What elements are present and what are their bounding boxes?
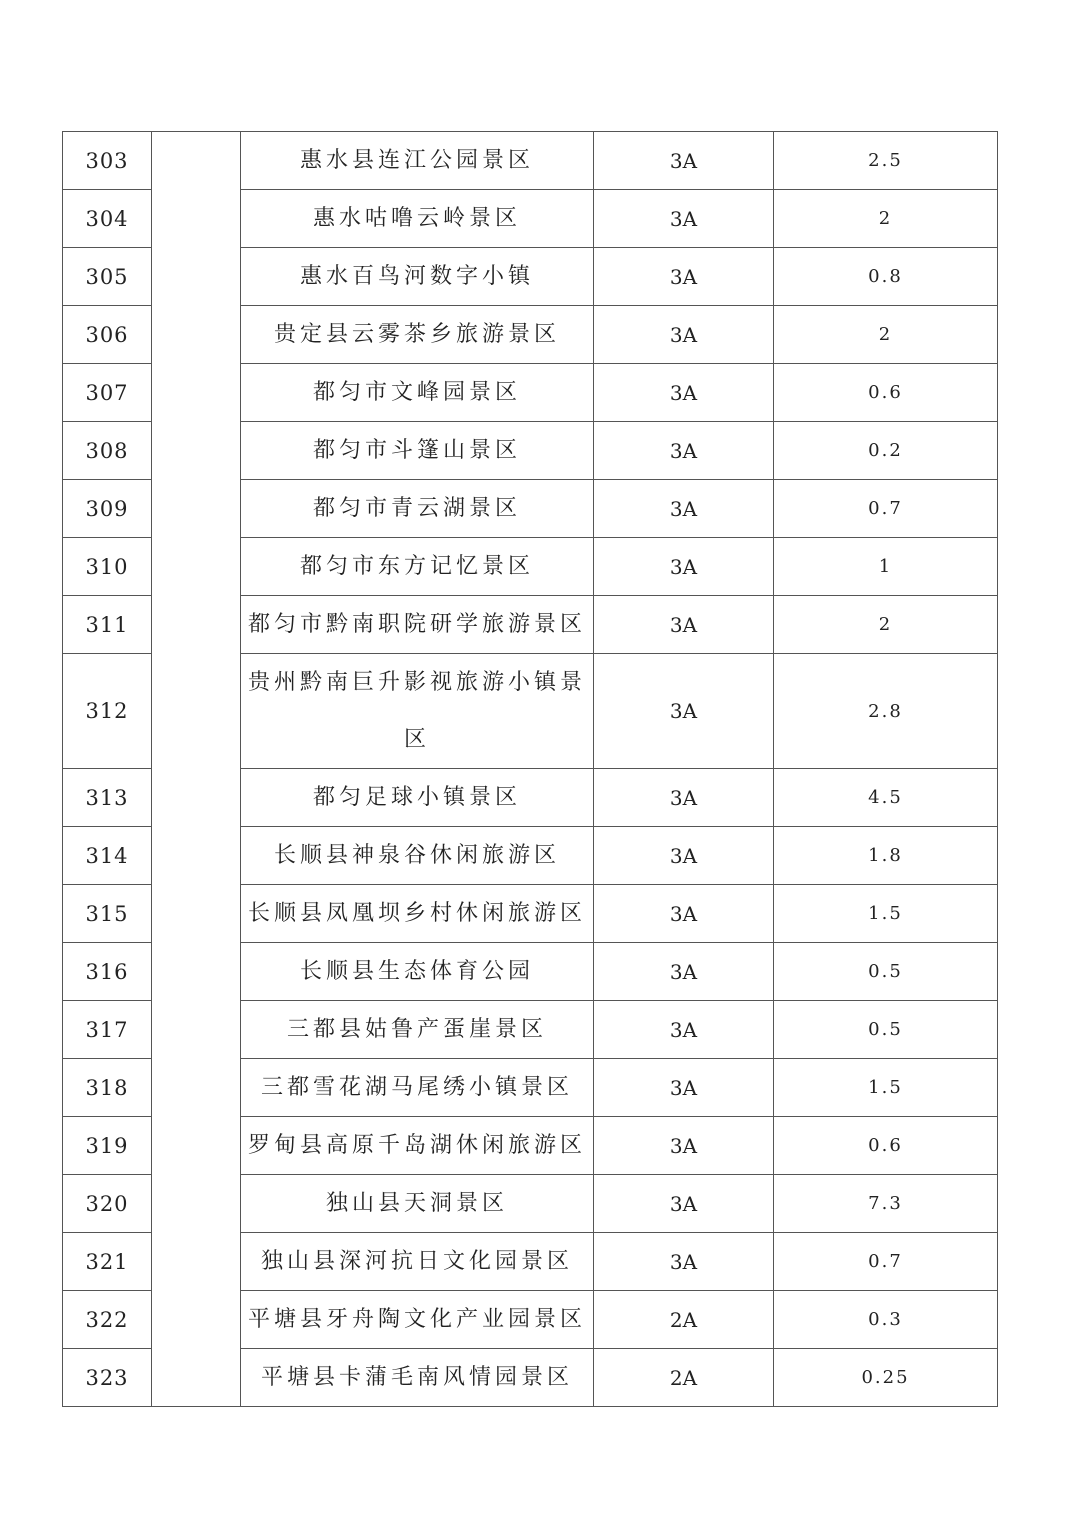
value-cell: 4.5 <box>774 769 998 827</box>
grade-cell: 3A <box>594 248 774 306</box>
value-cell: 1.8 <box>774 827 998 885</box>
grade-cell: 3A <box>594 1175 774 1233</box>
value-cell: 2 <box>774 306 998 364</box>
row-number-cell: 311 <box>63 596 152 654</box>
row-number-cell: 307 <box>63 364 152 422</box>
value-cell: 0.7 <box>774 480 998 538</box>
scenic-name-cell: 长顺县凤凰坝乡村休闲旅游区 <box>241 885 594 943</box>
value-cell: 2.8 <box>774 654 998 769</box>
grade-cell: 3A <box>594 943 774 1001</box>
scenic-name-cell: 平塘县牙舟陶文化产业园景区 <box>241 1291 594 1349</box>
grade-cell: 3A <box>594 654 774 769</box>
row-number-cell: 317 <box>63 1001 152 1059</box>
row-number-cell: 320 <box>63 1175 152 1233</box>
row-number-cell: 318 <box>63 1059 152 1117</box>
value-cell: 2 <box>774 596 998 654</box>
scenic-name-cell: 都匀足球小镇景区 <box>241 769 594 827</box>
grade-cell: 3A <box>594 769 774 827</box>
grade-cell: 3A <box>594 1117 774 1175</box>
row-number-cell: 312 <box>63 654 152 769</box>
value-cell: 7.3 <box>774 1175 998 1233</box>
row-number-cell: 322 <box>63 1291 152 1349</box>
row-number-cell: 321 <box>63 1233 152 1291</box>
scenic-name-cell: 独山县天洞景区 <box>241 1175 594 1233</box>
table-row <box>63 132 998 190</box>
row-number-cell: 305 <box>63 248 152 306</box>
scenic-name-cell: 贵定县云雾茶乡旅游景区 <box>241 306 594 364</box>
scenic-name-cell: 三都雪花湖马尾绣小镇景区 <box>241 1059 594 1117</box>
row-number-cell: 313 <box>63 769 152 827</box>
grade-cell: 3A <box>594 1233 774 1291</box>
grade-cell: 3A <box>594 422 774 480</box>
grade-cell: 2A <box>594 1291 774 1349</box>
scenic-name-cell: 平塘县卡蒲毛南风情园景区 <box>241 1349 594 1407</box>
scenic-name-cell: 罗甸县高原千岛湖休闲旅游区 <box>241 1117 594 1175</box>
row-number-cell: 309 <box>63 480 152 538</box>
row-number-cell: 315 <box>63 885 152 943</box>
grade-cell: 3A <box>594 364 774 422</box>
row-number-cell: 310 <box>63 538 152 596</box>
value-cell: 0.7 <box>774 1233 998 1291</box>
scenic-name-cell: 都匀市黔南职院研学旅游景区 <box>241 596 594 654</box>
scenic-area-table <box>62 131 998 1407</box>
scenic-name-cell: 长顺县神泉谷休闲旅游区 <box>241 827 594 885</box>
grade-cell: 3A <box>594 596 774 654</box>
row-number-cell: 316 <box>63 943 152 1001</box>
grade-cell: 3A <box>594 827 774 885</box>
value-cell: 2 <box>774 190 998 248</box>
value-cell: 0.25 <box>774 1349 998 1407</box>
row-number-cell: 304 <box>63 190 152 248</box>
value-cell: 1.5 <box>774 1059 998 1117</box>
row-number-cell: 323 <box>63 1349 152 1407</box>
grade-cell: 3A <box>594 1001 774 1059</box>
value-cell: 1 <box>774 538 998 596</box>
scenic-name-cell: 都匀市青云湖景区 <box>241 480 594 538</box>
scenic-name-cell: 三都县姑鲁产蛋崖景区 <box>241 1001 594 1059</box>
scenic-name-cell: 都匀市东方记忆景区 <box>241 538 594 596</box>
grade-cell: 3A <box>594 480 774 538</box>
row-number-cell: 314 <box>63 827 152 885</box>
value-cell: 0.5 <box>774 943 998 1001</box>
value-cell: 0.2 <box>774 422 998 480</box>
scenic-name-cell: 都匀市文峰园景区 <box>241 364 594 422</box>
value-cell: 0.6 <box>774 1117 998 1175</box>
grade-cell: 3A <box>594 190 774 248</box>
value-cell: 1.5 <box>774 885 998 943</box>
row-number-cell: 306 <box>63 306 152 364</box>
grade-cell: 3A <box>594 885 774 943</box>
value-cell: 0.3 <box>774 1291 998 1349</box>
grade-cell: 2A <box>594 1349 774 1407</box>
value-cell: 2.5 <box>774 132 998 190</box>
grade-cell: 3A <box>594 132 774 190</box>
row-number-cell: 308 <box>63 422 152 480</box>
region-merged-cell <box>152 132 241 1407</box>
scenic-name-cell: 独山县深河抗日文化园景区 <box>241 1233 594 1291</box>
grade-cell: 3A <box>594 306 774 364</box>
grade-cell: 3A <box>594 538 774 596</box>
scenic-name-cell: 贵州黔南巨升影视旅游小镇景区 <box>241 654 594 769</box>
scenic-name-cell: 惠水百鸟河数字小镇 <box>241 248 594 306</box>
scenic-name-cell: 长顺县生态体育公园 <box>241 943 594 1001</box>
value-cell: 0.6 <box>774 364 998 422</box>
row-number-cell: 319 <box>63 1117 152 1175</box>
table-body <box>63 132 998 1407</box>
scenic-name-cell: 惠水县连江公园景区 <box>241 132 594 190</box>
row-number-cell: 303 <box>63 132 152 190</box>
grade-cell: 3A <box>594 1059 774 1117</box>
scenic-name-cell: 都匀市斗篷山景区 <box>241 422 594 480</box>
scenic-name-cell: 惠水咕噜云岭景区 <box>241 190 594 248</box>
value-cell: 0.8 <box>774 248 998 306</box>
value-cell: 0.5 <box>774 1001 998 1059</box>
